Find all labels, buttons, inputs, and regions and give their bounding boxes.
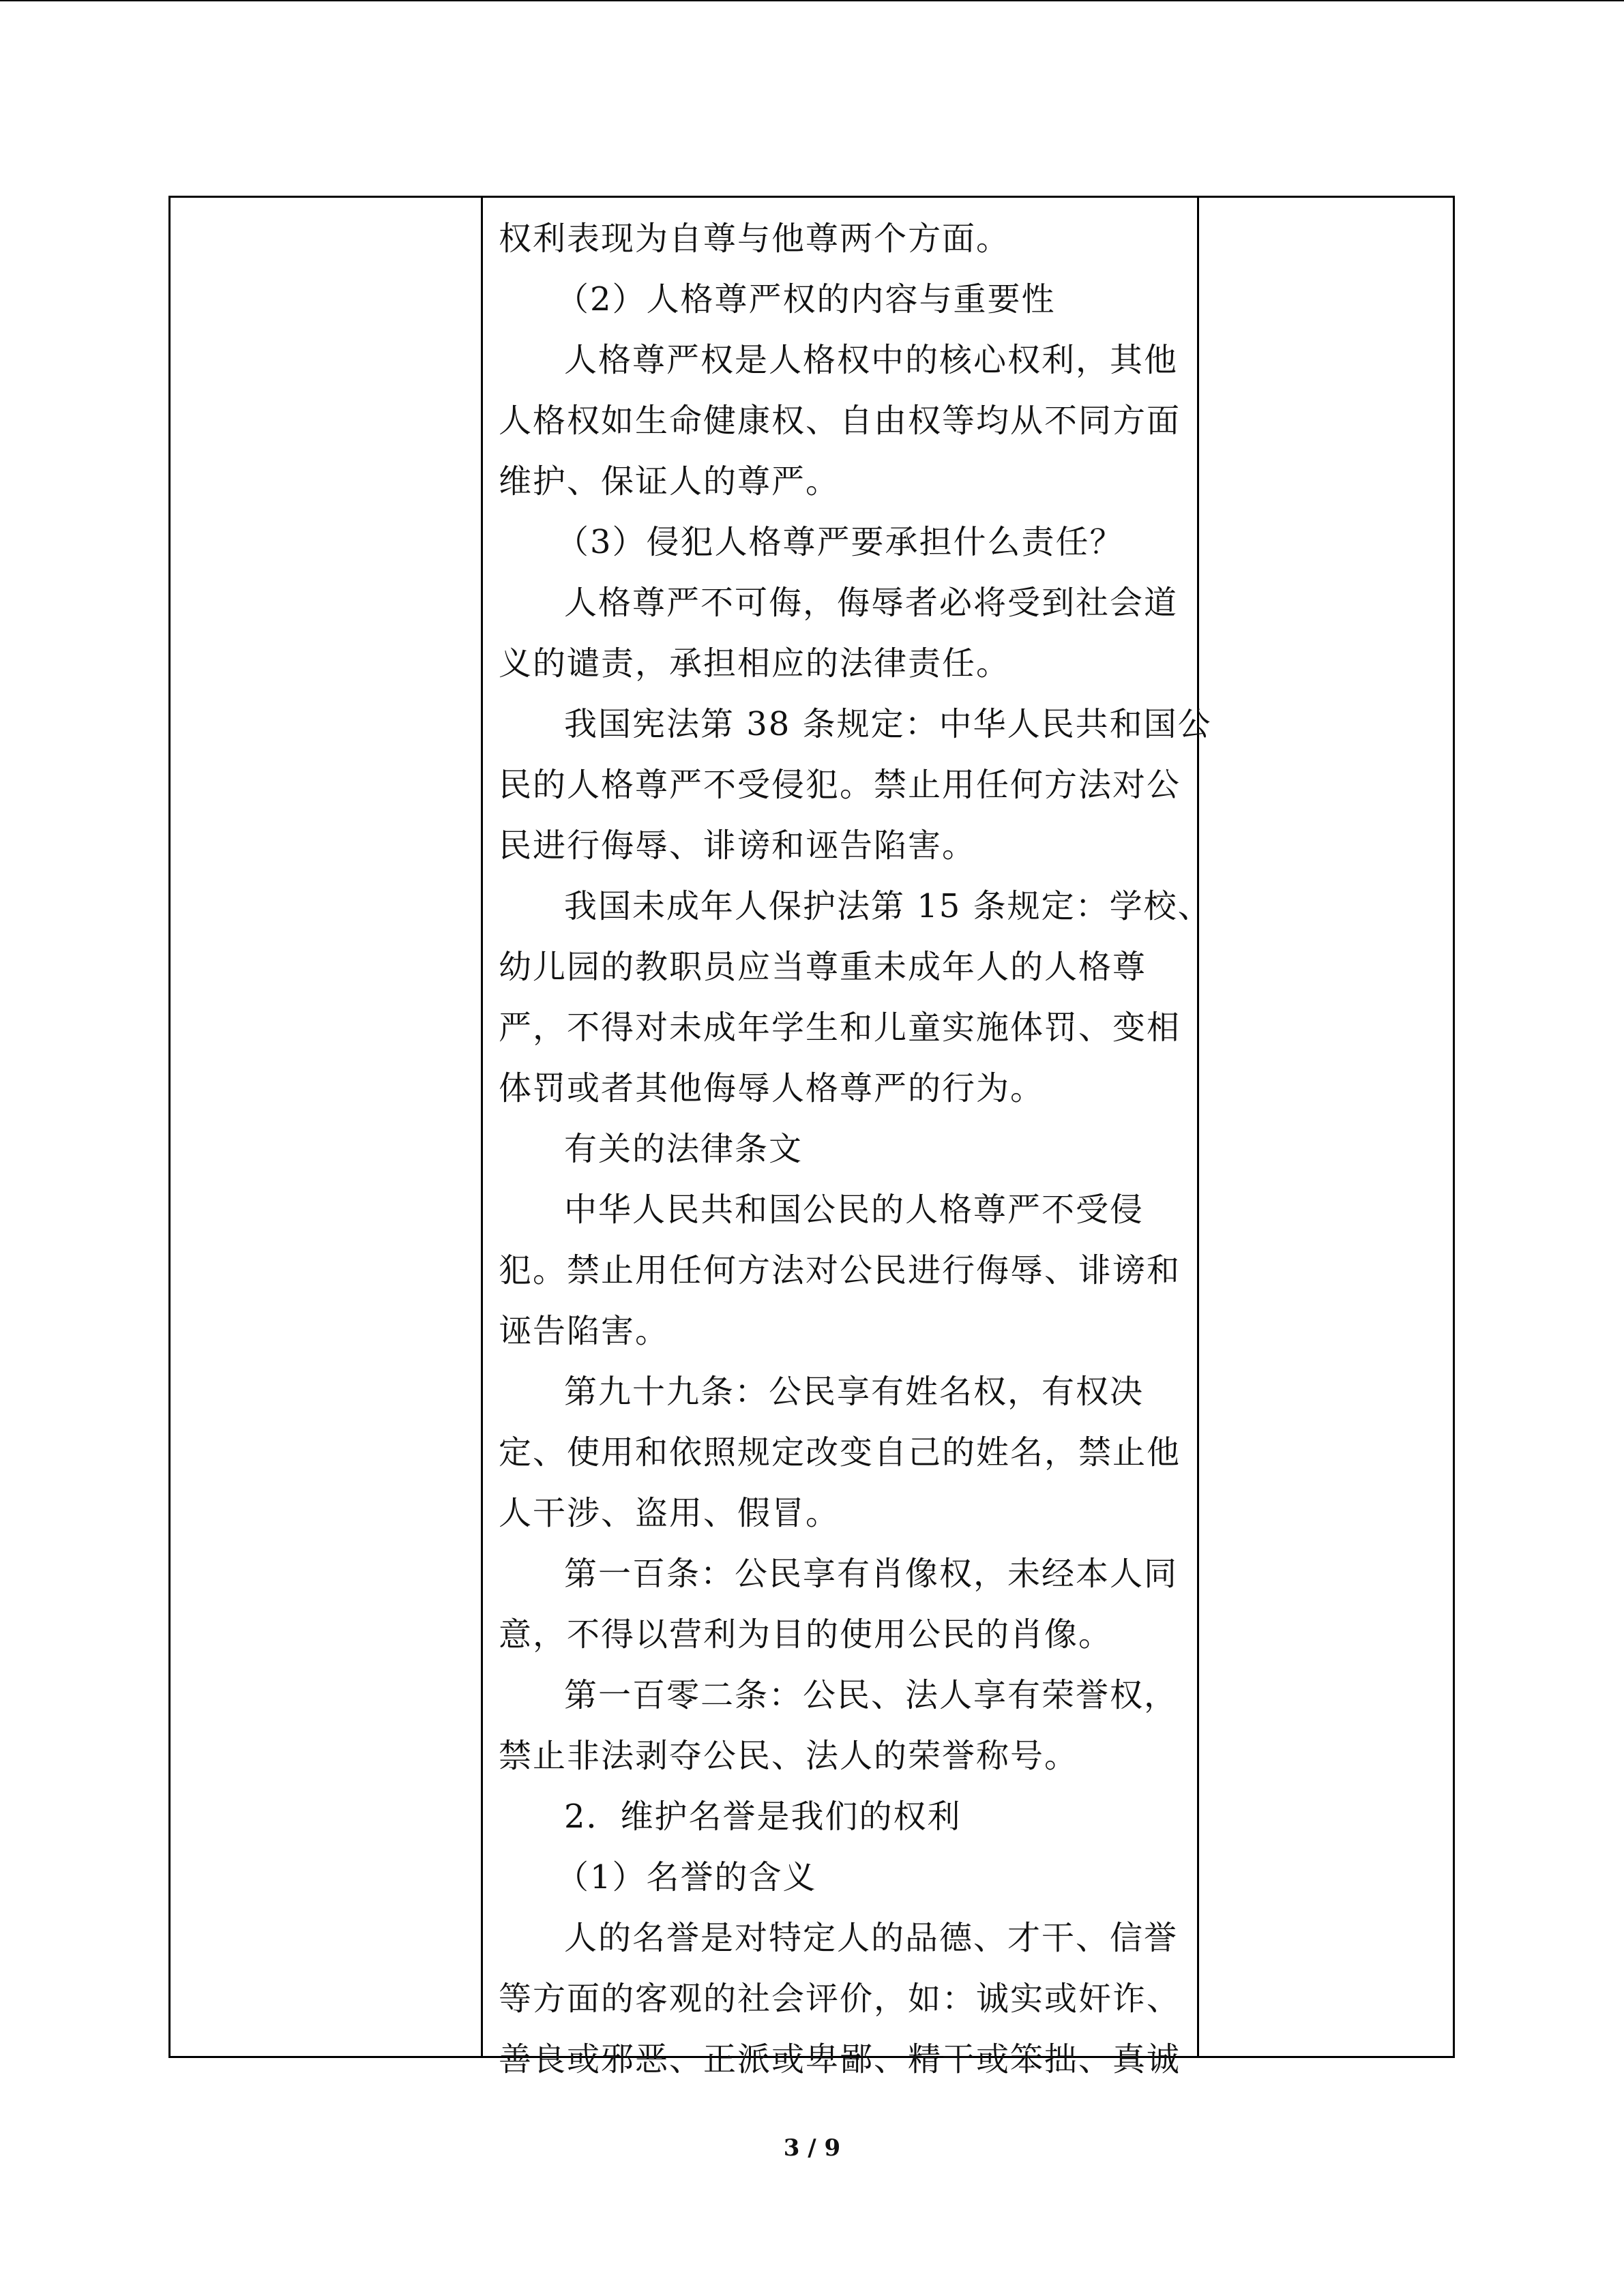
paragraph-line: 我国宪法第 38 条规定：中华人民共和国公: [564, 705, 1212, 743]
paragraph-line: 2．维护名誉是我们的权利: [564, 1798, 962, 1836]
page-number: 3 / 9: [783, 2134, 841, 2162]
paragraph-line: 人格尊严不可侮，侮辱者必将受到社会道: [564, 584, 1179, 622]
paragraph-line: 善良或邪恶、正派或卑鄙、精干或笨拙、真诚: [499, 2040, 1181, 2078]
paragraph-line: 义的谴责，承担相应的法律责任。: [499, 644, 1011, 683]
page-top-border: [0, 0, 1624, 1]
paragraph-line: 第一百条：公民享有肖像权，未经本人同: [564, 1555, 1179, 1593]
paragraph-line: 我国未成年人保护法第 15 条规定：学校、: [564, 887, 1212, 925]
content-table: [168, 196, 1455, 2078]
paragraph-line: （1）名誉的含义: [556, 1858, 817, 1896]
paragraph-line: 幼儿园的教职员应当尊重未成年人的人格尊: [499, 948, 1147, 986]
paragraph-line: 体罚或者其他侮辱人格尊严的行为。: [499, 1069, 1045, 1107]
paragraph-line: 权利表现为自尊与他尊两个方面。: [499, 220, 1011, 258]
paragraph-line: 意，不得以营利为目的使用公民的肖像。: [499, 1615, 1113, 1654]
paragraph-line: 人格权如生命健康权、自由权等均从不同方面: [499, 402, 1181, 440]
paragraph-line: 第九十九条：公民享有姓名权，有权决: [564, 1373, 1145, 1411]
paragraph-line: 等方面的客观的社会评价，如：诚实或奸诈、: [499, 1980, 1181, 2018]
paragraph-line: 民进行侮辱、诽谤和诬告陷害。: [499, 826, 977, 865]
paragraph-line: 犯。禁止用任何方法对公民进行侮辱、诽谤和: [499, 1251, 1181, 1289]
paragraph-line: （2）人格尊严权的内容与重要性: [556, 280, 1056, 318]
paragraph-line: 人的名誉是对特定人的品德、才干、信誉: [564, 1919, 1179, 1957]
table-left-column: [171, 198, 483, 2056]
paragraph-line: 维护、保证人的尊严。: [499, 462, 840, 501]
table-content-column: [483, 198, 1212, 2078]
paragraph-line: 有关的法律条文: [564, 1130, 803, 1168]
paragraph-line: 人格尊严权是人格权中的核心权利，其他: [564, 341, 1179, 379]
paragraph-line: 诬告陷害。: [499, 1312, 670, 1350]
paragraph-line: （3）侵犯人格尊严要承担什么责任？: [556, 523, 1124, 561]
paragraph-line: 定、使用和依照规定改变自己的姓名，禁止他: [499, 1433, 1181, 1472]
paragraph-line: 禁止非法剥夺公民、法人的荣誉称号。: [499, 1737, 1079, 1775]
paragraph-line: 第一百零二条：公民、法人享有荣誉权，: [564, 1676, 1179, 1714]
table-right-column: [1199, 198, 1453, 2056]
paragraph-line: 严，不得对未成年学生和儿童实施体罚、变相: [499, 1009, 1181, 1047]
paragraph-line: 民的人格尊严不受侵犯。禁止用任何方法对公: [499, 766, 1181, 804]
paragraph-line: 人干涉、盗用、假冒。: [499, 1494, 840, 1532]
paragraph-line: 中华人民共和国公民的人格尊严不受侵: [564, 1191, 1145, 1229]
